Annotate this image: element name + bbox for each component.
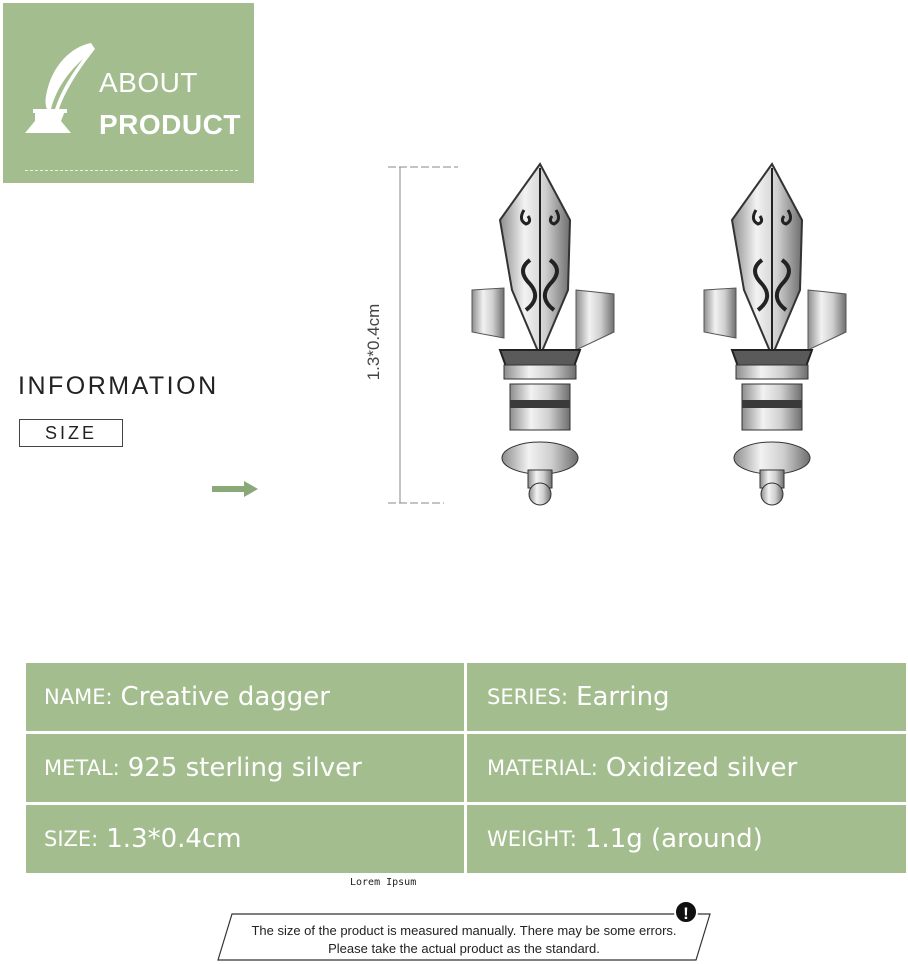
spec-cell-weight <box>467 805 906 873</box>
dagger-earring-image <box>696 160 856 520</box>
spec-cell-size <box>26 805 464 873</box>
spec-cell-name <box>26 663 464 731</box>
about-product-banner <box>3 3 254 183</box>
size-tag: SIZE <box>19 419 123 447</box>
about-title-line2: PRODUCT <box>99 109 241 140</box>
note-line1: The size of the product is measured manually. There may be some errors. <box>251 923 677 938</box>
spec-value: 925 sterling silver <box>127 753 362 783</box>
spec-key: WEIGHT: <box>487 827 577 851</box>
spec-key: SIZE: <box>44 827 99 851</box>
spec-cell-material <box>467 734 906 802</box>
spec-value: Oxidized silver <box>605 753 798 783</box>
spec-key: SERIES: <box>487 685 569 709</box>
spec-cell-metal <box>26 734 464 802</box>
spec-key: METAL: <box>44 756 120 780</box>
about-title-line1: ABOUT <box>99 67 198 98</box>
spec-value: Creative dagger <box>120 682 330 712</box>
dashed-divider <box>25 170 238 171</box>
exclamation-icon: ! <box>674 900 698 924</box>
dimension-label: 1.3*0.4cm <box>364 303 383 381</box>
spec-value: 1.3*0.4cm <box>106 824 242 854</box>
spec-key: NAME: <box>44 685 113 709</box>
spec-cell-series <box>467 663 906 731</box>
measurement-note <box>226 922 702 958</box>
dagger-earring-image <box>464 160 624 520</box>
note-line2: Please take the actual product as the standard. <box>328 941 600 956</box>
quill-inkwell-icon <box>21 41 99 137</box>
spec-value: Earring <box>576 682 670 712</box>
spec-table <box>26 663 906 871</box>
spec-key: MATERIAL: <box>487 756 598 780</box>
spec-value: 1.1g (around) <box>584 824 763 854</box>
arrow-right-icon <box>210 479 260 499</box>
information-heading: INFORMATION <box>18 372 219 400</box>
lorem-caption: Lorem Ipsum <box>350 877 417 888</box>
